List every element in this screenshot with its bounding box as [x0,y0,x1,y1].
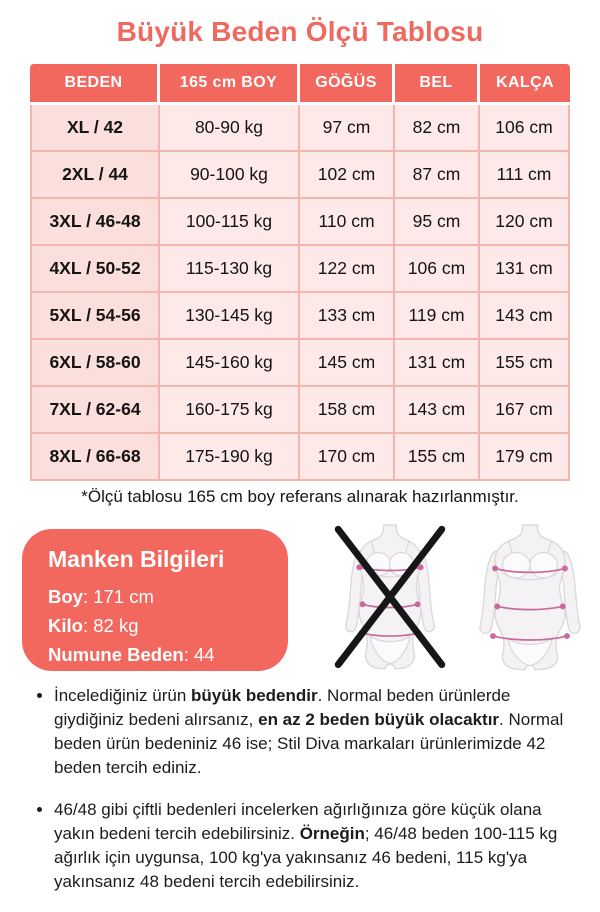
table-cell: 111 cm [480,152,570,199]
size-cell: XL / 42 [30,105,160,152]
table-cell: 167 cm [480,387,570,434]
table-cell: 119 cm [395,293,480,340]
model-height-row: Boy: 171 cm [48,586,154,607]
table-cell: 95 cm [395,199,480,246]
table-cell: 170 cm [300,434,395,481]
table-row [30,199,570,246]
table-cell: 106 cm [480,105,570,152]
size-table [30,64,570,481]
column-header-bel: BEL [395,64,480,105]
plus-size-measured-figure-icon [477,524,583,672]
table-cell: 145 cm [300,340,395,387]
table-cell: 97 cm [300,105,395,152]
table-cell: 115-130 kg [160,246,300,293]
model-sample-size-row: Numune Beden: 44 [48,644,215,665]
table-cell: 155 cm [395,434,480,481]
table-row [30,340,570,387]
column-header-kalca: KALÇA [480,64,570,105]
table-cell: 110 cm [300,199,395,246]
note-item: • 46/48 gibi çiftli bedenleri incelerken ağırlığınıza göre küçük olana yakın bedeni tercih edebilirsiniz. Örneğin; 46/48 beden 100-115 kg ağırlık için uygunsa, 100 kg'ya yakınsanız 46 bedeni, 115 kg'ya yakınsanız 48 bedeni tercih edebilirsiniz. [54,798,572,894]
table-cell: 145-160 kg [160,340,300,387]
model-weight-row: Kilo: 82 kg [48,615,139,636]
model-info-title: Manken Bilgileri [48,546,225,572]
table-row [30,434,570,481]
table-footnote: *Ölçü tablosu 165 cm boy referans alınarak hazırlanmıştır. [81,487,519,506]
table-cell: 175-190 kg [160,434,300,481]
table-cell: 106 cm [395,246,480,293]
body-diagrams [337,524,583,676]
table-cell: 179 cm [480,434,570,481]
size-cell: 3XL / 46-48 [30,199,160,246]
table-cell: 120 cm [480,199,570,246]
crossed-out-slim-figure-icon [337,524,443,672]
table-cell: 133 cm [300,293,395,340]
column-header-boy: 165 cm BOY [160,64,300,105]
model-info-card [22,529,288,671]
table-cell: 122 cm [300,246,395,293]
table-header-row [30,64,570,105]
table-cell: 158 cm [300,387,395,434]
table-cell: 155 cm [480,340,570,387]
table-cell: 87 cm [395,152,480,199]
table-row [30,293,570,340]
table-cell: 143 cm [480,293,570,340]
table-cell: 90-100 kg [160,152,300,199]
size-cell: 7XL / 62-64 [30,387,160,434]
column-header-beden: BEDEN [30,64,160,105]
table-cell: 160-175 kg [160,387,300,434]
table-cell: 131 cm [395,340,480,387]
size-cell: 6XL / 58-60 [30,340,160,387]
table-cell: 102 cm [300,152,395,199]
table-cell: 130-145 kg [160,293,300,340]
note-item: • İncelediğiniz ürün büyük bedendir. Normal beden ürünlerde giydiğiniz bedeni alırsanız, en az 2 beden büyük olacaktır. Normal beden ürün bedeniniz 46 ise; Stil Diva markaları ürünlerimizde 42 beden tercih ediniz. [54,684,572,780]
table-cell: 143 cm [395,387,480,434]
table-cell: 82 cm [395,105,480,152]
table-row [30,152,570,199]
info-notes [32,684,572,912]
size-cell: 2XL / 44 [30,152,160,199]
size-cell: 8XL / 66-68 [30,434,160,481]
table-row [30,105,570,152]
page-title: Büyük Beden Ölçü Tablosu [116,16,484,47]
column-header-gogus: GÖĞÜS [300,64,395,105]
table-row [30,246,570,293]
table-cell: 80-90 kg [160,105,300,152]
table-cell: 131 cm [480,246,570,293]
size-cell: 5XL / 54-56 [30,293,160,340]
table-row [30,387,570,434]
size-cell: 4XL / 50-52 [30,246,160,293]
table-cell: 100-115 kg [160,199,300,246]
